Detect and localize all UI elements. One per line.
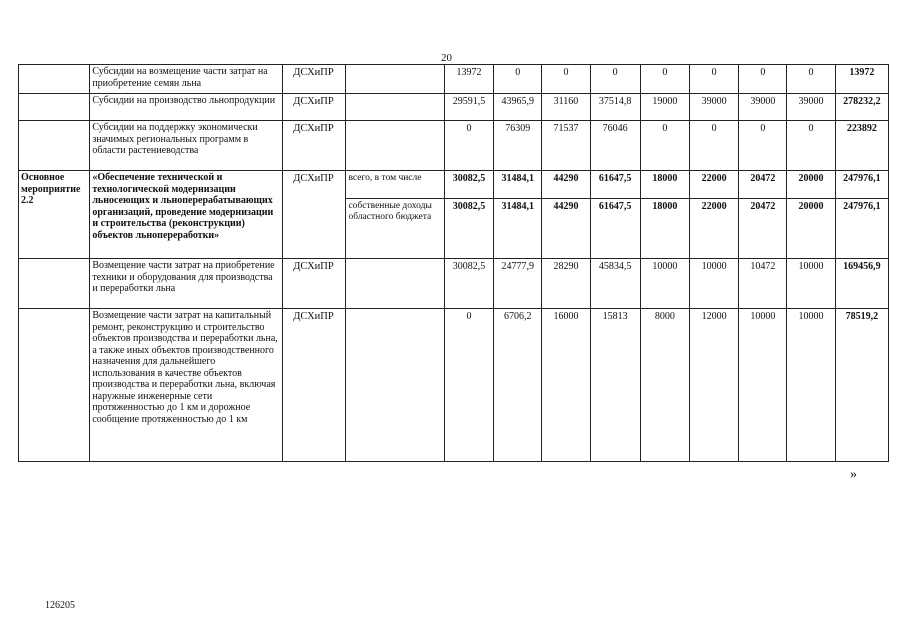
value-cell: 10000 <box>787 309 835 462</box>
executor-cell: ДСХиПР <box>283 171 346 259</box>
source-cell: собственные доходы областного бюджета <box>346 199 444 259</box>
table-row <box>19 65 889 94</box>
total-cell: 78519,2 <box>835 309 888 462</box>
section-cell <box>19 65 90 94</box>
description-cell: Возмещение части затрат на приобретение техники и оборудования для производства и переработки льна <box>90 259 283 309</box>
budget-table <box>18 64 889 462</box>
value-cell: 0 <box>542 65 590 94</box>
value-cell: 0 <box>787 121 835 171</box>
value-cell: 16000 <box>542 309 590 462</box>
value-cell: 43965,9 <box>494 94 542 121</box>
source-cell <box>346 259 444 309</box>
table-row <box>19 259 889 309</box>
source-cell: всего, в том числе <box>346 171 444 199</box>
value-cell: 29591,5 <box>444 94 493 121</box>
value-cell: 0 <box>444 309 493 462</box>
value-cell: 0 <box>739 121 787 171</box>
value-cell: 61647,5 <box>590 171 640 199</box>
source-cell <box>346 121 444 171</box>
description-cell: Субсидии на производство льнопродукции <box>90 94 283 121</box>
value-cell: 20000 <box>787 171 835 199</box>
value-cell: 39000 <box>690 94 739 121</box>
value-cell: 37514,8 <box>590 94 640 121</box>
table-row <box>19 121 889 171</box>
section-cell: Основное мероприятие 2.2 <box>19 171 90 259</box>
value-cell: 39000 <box>739 94 787 121</box>
value-cell: 31484,1 <box>494 171 542 199</box>
table-row <box>19 94 889 121</box>
description-cell: «Обеспечение технической и технологической модернизации льносеющих и льноперерабатывающих организаций, проведение модернизации и строительства (реконструкции) объектов льнопереработки» <box>90 171 283 259</box>
section-cell <box>19 94 90 121</box>
total-cell: 278232,2 <box>835 94 888 121</box>
value-cell: 30082,5 <box>444 199 493 259</box>
value-cell: 8000 <box>640 309 689 462</box>
value-cell: 76046 <box>590 121 640 171</box>
total-cell: 169456,9 <box>835 259 888 309</box>
value-cell: 0 <box>640 121 689 171</box>
value-cell: 10000 <box>690 259 739 309</box>
description-cell: Субсидии на возмещение части затрат на приобретение семян льна <box>90 65 283 94</box>
value-cell: 22000 <box>690 171 739 199</box>
value-cell: 0 <box>739 65 787 94</box>
value-cell: 30082,5 <box>444 171 493 199</box>
value-cell: 13972 <box>444 65 493 94</box>
value-cell: 20472 <box>739 199 787 259</box>
value-cell: 10000 <box>739 309 787 462</box>
description-cell: Возмещение части затрат на капитальный ремонт, реконструкцию и строительство объектов производства и переработки льна, а также иных объектов производственного назначения для дальнейшего использования в качестве объектов производства и переработки льна, включая наружные инженерные сети протяженностью до 1 км и дорожное сообщение протяженностью до 1 км <box>90 309 283 462</box>
value-cell: 30082,5 <box>444 259 493 309</box>
value-cell: 20472 <box>739 171 787 199</box>
total-cell: 247976,1 <box>835 199 888 259</box>
total-cell: 247976,1 <box>835 171 888 199</box>
document-code: 126205 <box>45 600 75 611</box>
value-cell: 71537 <box>542 121 590 171</box>
value-cell: 10472 <box>739 259 787 309</box>
page-number: 20 <box>441 52 452 64</box>
value-cell: 0 <box>640 65 689 94</box>
value-cell: 10000 <box>787 259 835 309</box>
value-cell: 0 <box>494 65 542 94</box>
source-cell <box>346 309 444 462</box>
value-cell: 19000 <box>640 94 689 121</box>
total-cell: 13972 <box>835 65 888 94</box>
source-cell <box>346 94 444 121</box>
executor-cell: ДСХиПР <box>283 65 346 94</box>
executor-cell: ДСХиПР <box>283 259 346 309</box>
value-cell: 22000 <box>690 199 739 259</box>
value-cell: 45834,5 <box>590 259 640 309</box>
value-cell: 6706,2 <box>494 309 542 462</box>
value-cell: 15813 <box>590 309 640 462</box>
section-cell <box>19 259 90 309</box>
executor-cell: ДСХиПР <box>283 309 346 462</box>
value-cell: 28290 <box>542 259 590 309</box>
value-cell: 76309 <box>494 121 542 171</box>
value-cell: 61647,5 <box>590 199 640 259</box>
value-cell: 39000 <box>787 94 835 121</box>
value-cell: 0 <box>787 65 835 94</box>
value-cell: 0 <box>690 65 739 94</box>
executor-cell: ДСХиПР <box>283 121 346 171</box>
value-cell: 0 <box>590 65 640 94</box>
value-cell: 31160 <box>542 94 590 121</box>
value-cell: 44290 <box>542 171 590 199</box>
value-cell: 0 <box>444 121 493 171</box>
table-row <box>19 309 889 462</box>
executor-cell: ДСХиПР <box>283 94 346 121</box>
source-cell <box>346 65 444 94</box>
value-cell: 18000 <box>640 171 689 199</box>
closing-quote: » <box>850 467 857 482</box>
value-cell: 44290 <box>542 199 590 259</box>
value-cell: 12000 <box>690 309 739 462</box>
table-row <box>19 171 889 199</box>
value-cell: 0 <box>690 121 739 171</box>
total-cell: 223892 <box>835 121 888 171</box>
value-cell: 10000 <box>640 259 689 309</box>
description-cell: Субсидии на поддержку экономически значимых региональных программ в области растениеводства <box>90 121 283 171</box>
value-cell: 20000 <box>787 199 835 259</box>
value-cell: 24777,9 <box>494 259 542 309</box>
section-cell <box>19 309 90 462</box>
value-cell: 18000 <box>640 199 689 259</box>
section-cell <box>19 121 90 171</box>
value-cell: 31484,1 <box>494 199 542 259</box>
